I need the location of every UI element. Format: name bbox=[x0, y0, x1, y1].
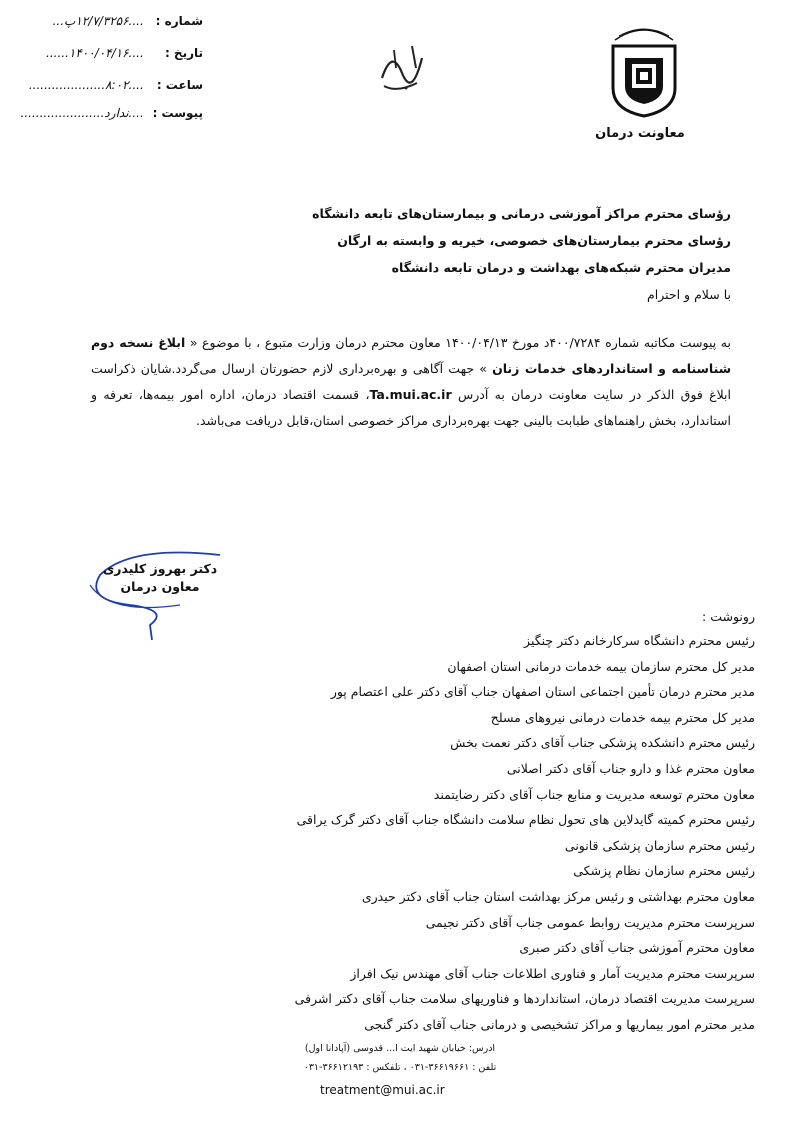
cc-item: سرپرست محترم مدیریت آمار و فناوری اطلاعات جناب آقای مهندس نیک افراز bbox=[350, 965, 755, 981]
footer-address: ادرس: خیابان شهید ایت ا... قدوسی (آپادانا اول) bbox=[304, 1043, 496, 1054]
body-text-part2: » جهت آگاهی و بهره‌برداری لازم حضورتان ارسال می‌گردد.شایان ذکراست ابلاغ فوق الذکر در سایت معاونت درمان به آدرس bbox=[91, 361, 731, 402]
number-label: شماره : bbox=[155, 14, 203, 28]
cc-item: رئیس محترم دانشگاه سرکارخانم دکتر چنگیز bbox=[524, 633, 755, 648]
cc-item: سرپرست محترم مدیریت روابط عمومی جناب آقای دکتر نجیمی bbox=[425, 914, 755, 930]
greeting: با سلام و احترام bbox=[647, 287, 731, 302]
body-text-part3: ، قسمت اقتصاد درمان، اداره امور بیمه‌ها، تعرفه و استاندارد، بخش راهنماهای طبابت بالینی جهت بهره‌برداری مراکز خصوصی استان،قابل دریافت می‌باشد. bbox=[91, 387, 731, 428]
time-value: ....۸:۰۲.................... bbox=[28, 78, 144, 92]
cc-item: معاون محترم غذا و دارو جناب آقای دکتر اصلانی bbox=[506, 760, 755, 776]
cc-item: مدیر محترم درمان تأمین اجتماعی استان اصفهان جناب آقای دکتر علی اعتصام پور bbox=[330, 684, 755, 700]
letter-body bbox=[91, 330, 731, 434]
cc-item: مدیر محترم امور بیماریها و مراکز تشخیصی و درمانی جناب آقای دکتر گنجی bbox=[364, 1016, 755, 1032]
footer-email[interactable]: treatment@mui.ac.ir bbox=[320, 1083, 445, 1097]
cc-item: رئیس محترم کمیته گایدلاین های تحول نظام سلامت دانشگاه جناب آقای دکتر گرک یراقی bbox=[296, 812, 755, 828]
letter-date bbox=[3, 46, 203, 60]
cc-item: رئیس محترم سازمان پزشکی قانونی bbox=[564, 837, 755, 853]
letter-number bbox=[3, 14, 203, 28]
body-subject: ابلاغ نسخه دوم شناسنامه و استانداردهای خدمات زنان bbox=[91, 335, 731, 376]
cc-item: مدیر کل محترم سازمان بیمه خدمات درمانی استان اصفهان bbox=[447, 658, 755, 674]
cc-title: رونوشت : bbox=[702, 609, 755, 624]
basmala-calligraphy bbox=[372, 38, 432, 98]
footer-phone: تلفن : ۳۶۶۱۹۶۶۱-۰۳۱ ، تلفکس : ۳۶۶۱۲۱۹۳-۰۳۱ bbox=[303, 1062, 497, 1073]
signature-block bbox=[100, 560, 220, 596]
cc-item: رئیس محترم سازمان نظام پزشکی bbox=[573, 863, 755, 879]
time-label: ساعت : bbox=[156, 78, 203, 92]
body-text-part1: به پیوست مکاتبه شماره ۴۰۰/۷۲۸۴د مورخ ۱۴۰۰/۰۴/۱۳ معاون محترم درمان وزارت متبوع ، با موضوع « bbox=[189, 335, 731, 350]
number-value: ....۱۲/۷/۳۲۵۶پ... bbox=[52, 14, 144, 28]
cc-item: سرپرست مدیریت اقتصاد درمان، استانداردها و فناوریهای سلامت جناب آقای دکتر اشرفی bbox=[294, 991, 755, 1007]
date-value: ....۱۴۰۰/۰۴/۱۶...... bbox=[46, 46, 144, 60]
attachment-value: ....ندارد...................... bbox=[20, 106, 144, 120]
addressee-line: رؤسای محترم مراکز آموزشی درمانی و بیمارستان‌های تابعه دانشگاه bbox=[312, 206, 731, 221]
cc-list bbox=[235, 606, 755, 1038]
website-link[interactable]: Ta.mui.ac.ir bbox=[369, 387, 452, 402]
cc-item: معاون محترم توسعه مدیریت و منابع جناب آقای دکتر رضایتمند bbox=[433, 786, 755, 802]
date-label: تاریخ : bbox=[164, 46, 203, 60]
addressee-line: مدیران محترم شبکه‌های بهداشت و درمان تابعه دانشگاه bbox=[391, 260, 731, 275]
university-logo bbox=[605, 18, 683, 118]
letter-attachment bbox=[3, 106, 203, 120]
attachment-label: پیوست : bbox=[152, 106, 203, 120]
cc-item: مدیر کل محترم بیمه خدمات درمانی نیروهای مسلح bbox=[490, 709, 755, 725]
cc-item: معاون محترم آموزشی جناب آقای دکتر صبری bbox=[519, 940, 755, 956]
letter-time bbox=[3, 78, 203, 92]
addressees bbox=[131, 200, 731, 308]
signatory-name: دکتر بهروز کلیدری bbox=[102, 561, 218, 576]
signatory-title: معاون درمان bbox=[120, 579, 200, 594]
org-unit: معاونت درمان bbox=[595, 126, 685, 141]
cc-item: رئیس محترم دانشکده پزشکی جناب آقای دکتر نعمت بخش bbox=[450, 735, 755, 751]
cc-item: معاون محترم بهداشتی و رئیس مرکز بهداشت استان جناب آقای دکتر حیدری bbox=[361, 888, 755, 904]
addressee-line: رؤسای محترم بیمارستان‌های خصوصی، خیریه و وابسته به ارگان bbox=[337, 233, 731, 248]
